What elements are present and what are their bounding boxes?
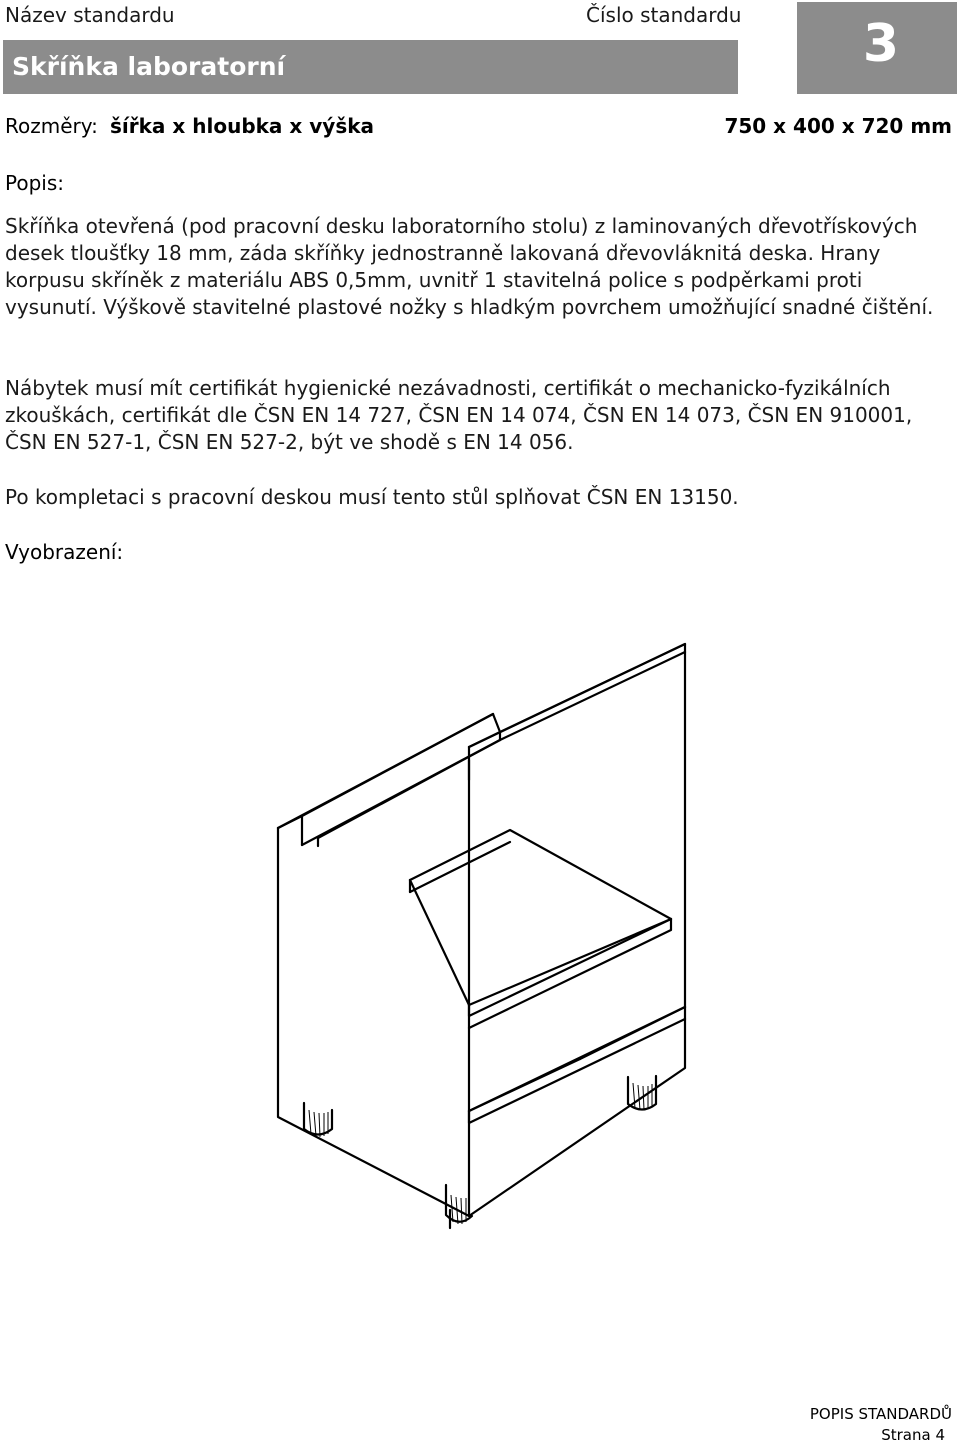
dimensions-value: 750 x 400 x 720 mm [724, 114, 952, 138]
page-number: Strana 4 [881, 1426, 945, 1444]
standard-name-label: Název standardu [5, 3, 175, 27]
footer-brand: POPIS STANDARDŮ [809, 1405, 952, 1423]
description-paragraph-3: Po kompletaci s pracovní deskou musí tento stůl splňovat ČSN EN 13150. [5, 485, 739, 509]
dimensions-label: Rozměry: [5, 114, 98, 138]
description-paragraph-1: Skříňka otevřená (pod pracovní desku laboratorního stolu) z laminovaných dřevotřískových desek tloušťky 18 mm, záda skříňky jednostranně lakovaná dřevovláknitá deska. Hrany korpusu skříněk z materiálu ABS 0,5mm, uvnitř 1 stavitelná police s podpěrkami proti vysunutí. Výškově stavitelné plastové nožky s hladkým povrchem umožňující snadné čištění. [5, 214, 934, 319]
dimensions-axes: šířka x hloubka x výška [110, 114, 375, 138]
description-label: Popis: [5, 171, 64, 195]
standard-number-label: Číslo standardu [586, 3, 742, 27]
page-title: Skříňka laboratorní [12, 52, 286, 81]
description-paragraph-2: Nábytek musí mít certifikát hygienické nezávadnosti, certifikát o mechanicko-fyzikálních zkouškách, certifikát dle ČSN EN 14 727, ČSN EN 14 074, ČSN EN 14 073, ČSN EN 910001, ČSN EN 527-1, ČSN EN 527-2, být ve shodě s EN 14 056. [5, 376, 913, 454]
illustration-label: Vyobrazení: [5, 540, 124, 564]
standard-number: 3 [862, 14, 900, 74]
